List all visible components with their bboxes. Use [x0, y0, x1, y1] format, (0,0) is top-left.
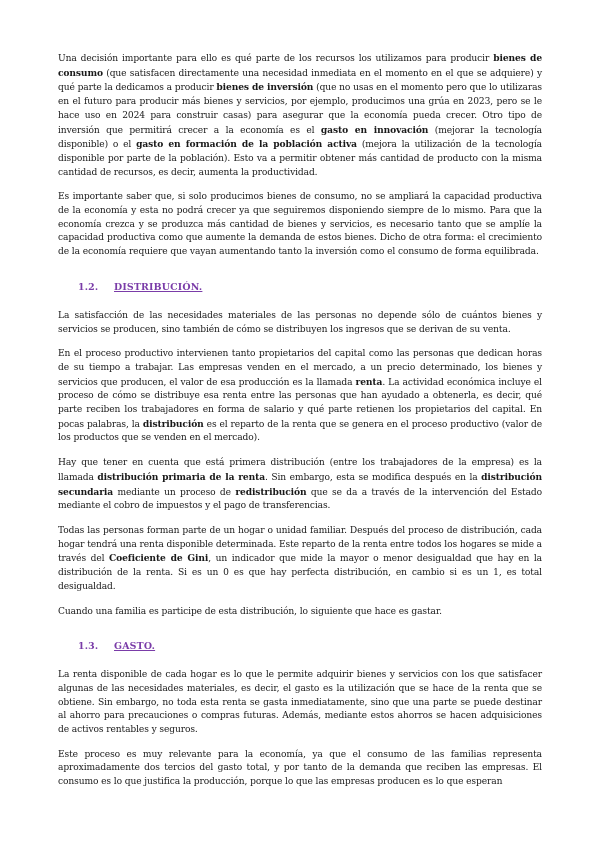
section-title: DISTRIBUCIÓN. [114, 281, 203, 293]
gasto-paragraph-1: La renta disponible de cada hogar es lo que le permite adquirir bienes y servicios con los que satisfacer algunas de las necesidades materiales, es decir, el gasto es la utilización que se hace de la renta que se obtiene. Sin embargo, no toda esta renta se gasta inmediatamente, sino que una parte se puede destinar al ahorro para precauciones o compras futuras. Además, mediante estos ahorros se hacen adquisiciones de activos rentables y seguros. [58, 670, 542, 736]
distribucion-paragraph-1: La satisfacción de las necesidades materiales de las personas no depende sólo de cuántos bienes y servicios se producen, sino también de cómo se distribuyen los ingresos que se derivan de su venta. [58, 310, 542, 335]
distribucion-paragraph-5: Cuando una familia es participe de esta distribución, lo siguiente que hace es gastar. [58, 606, 442, 617]
section-heading-gasto [78, 640, 542, 653]
bold-term: distribución [142, 418, 204, 430]
distribucion-paragraph-3: Hay que tener en cuenta que está primera distribución (entre los trabajadores de la empresa) es la llamada distribución primaria de la renta. Sin embargo, esta se modifica después en la distribución secundaria mediante un proceso de redistribución que se da a través de la intervención del Estado mediante el cobro de impuestos y el pago de transferencias. [58, 458, 542, 512]
section-number: 1.2. [78, 281, 99, 293]
bold-term: gasto en innovación [320, 124, 429, 136]
section-title: GASTO. [114, 641, 156, 653]
intro-paragraph-2: Es importante saber que, si solo producimos bienes de consumo, no se ampliará la capacidad productiva de la economía y esta no podrá crecer ya que seguiremos disponiendo siempre de lo mismo. Para que la economía crezca y se produzca más cantidad de bienes y servicios, es necesario tanto que se amplíe la capacidad productiva como que aumente la demanda de estos bienes. Dicho de otra forma: el crecimiento de la economía requiere que vayan aumentando tanto la inversión como el consumo de forma equilibrada. [58, 192, 542, 258]
section-heading-distribucion [78, 281, 542, 294]
bold-term: redistribución [235, 486, 307, 498]
distribucion-paragraph-2: En el proceso productivo intervienen tanto propietarios del capital como las personas que dedican horas de su tiempo a trabajar. Las empresas venden en el mercado, a un precio determinado, los bienes y servicios que producen, el valor de esa producción es la llamada renta. La actividad económica incluye el proceso de cómo se distribuye esa renta entre las personas que han ayudado a obtenerla, es decir, qué parte reciben los trabajadores en forma de salario y qué parte retienen los propietarios del capital. En pocas palabras, la distribución es el reparto de la renta que se genera en el proceso productivo (valor de los productos que se venden en el mercado). [58, 349, 542, 444]
bold-term: gasto en formación de la población activa [136, 139, 357, 151]
intro-paragraph-1: Una decisión importante para ello es qué parte de los recursos los utilizamos para producir bienes de consumo (que satisfacen directamente una necesidad inmediata en el momento en el que se adquiere) y qué parte la dedicamos a producir bienes de inversión (que no usas en el momento pero que lo utilizaras en el futuro para producir más bienes y servicios, por ejemplo, producimos una grúa en 2023, pero se le hace uso en 2024 para construir casas) para asegurar que la economía pueda crecer. Otro tipo de inversión que permitirá crecer a la economía es el gasto en innovación (mejorar la tecnología disponible) o el gasto en formación de la población activa (mejora la utilización de la tecnología disponible por parte de la población). Esto va a permitir obtener más cantidad de producto con la misma cantidad de recursos, es decir, aumenta la productividad. [58, 53, 543, 178]
bold-term: Coeficiente de Gini [109, 553, 209, 565]
bold-term: distribución primaria de la renta [97, 471, 265, 483]
distribucion-paragraph-4: Todas las personas forman parte de un hogar o unidad familiar. Después del proceso de distribución, cada hogar tendrá una renta disponible determinada. Este reparto de la renta entre todos los hogares se mide a través del Coeficiente de Gini, un indicador que mide la mayor o menor desigualdad que hay en la distribución de la renta. Si es un 0 es que hay perfecta distribución, en cambio si es un 1, es total desigualdad. [58, 525, 542, 592]
bold-term: bienes de consumo [58, 53, 543, 79]
bold-term: distribución secundaria [58, 471, 542, 498]
bold-term: renta [355, 376, 383, 388]
section-number: 1.3. [78, 641, 99, 653]
gasto-paragraph-2: Este proceso es muy relevante para la economía, ya que el consumo de las familias representa aproximadamente dos tercios del gasto total, y por tanto de la demanda que reciben las empresas. El consumo es lo que justifica la producción, porque lo que las empresas producen es lo que esperan [58, 749, 542, 788]
bold-term: bienes de inversión [216, 82, 314, 94]
